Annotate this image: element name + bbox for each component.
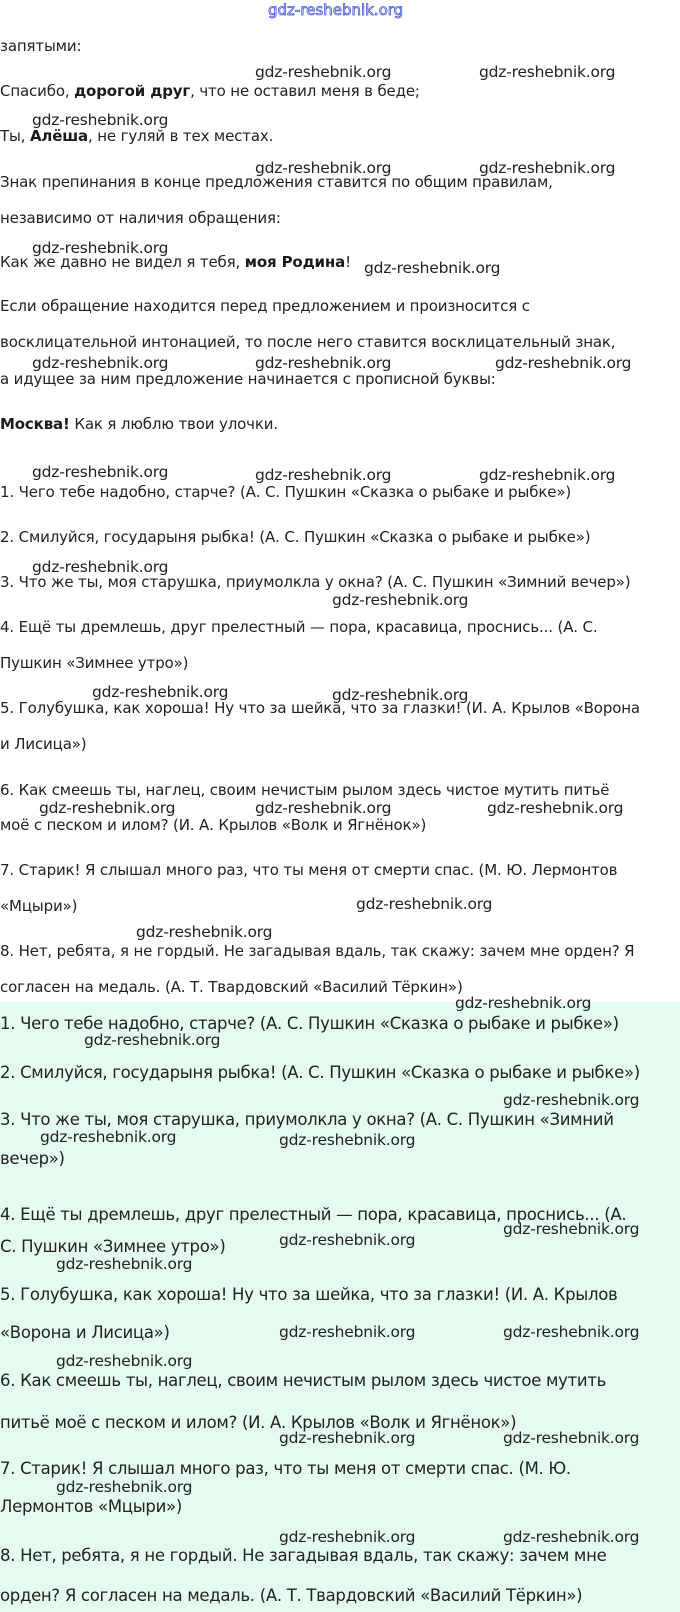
watermark: gdz-reshebnik.org (455, 994, 592, 1012)
task-sentence-8-line-2: согласен на медаль. (А. Т. Твардовский «Василий Тёркин») (0, 978, 463, 996)
task-sentence-5-line-2: и Лисица») (0, 735, 87, 753)
example-address-1 (0, 81, 420, 101)
task-sentence-5-line-1: 5. Голубушка, как хороша! Ну что за шейка, что за глазки! (И. А. Крылов «Ворона (0, 699, 640, 717)
example-text: ! (345, 253, 351, 271)
answer-sentence-8-line-1: 8. Нет, ребята, я не гордый. Не загадывая вдаль, так скажу: зачем мне (0, 1546, 607, 1565)
watermark: gdz-reshebnik.org (32, 558, 169, 576)
watermark: gdz-reshebnik.org (332, 686, 469, 704)
task-sentence-6-line-2: моё с песком и илом? (И. А. Крылов «Волк и Ягнёнок») (0, 816, 427, 834)
answer-sentence-6-line-2: питьё моё с песком и илом? (И. А. Крылов «Волк и Ягнёнок») (0, 1413, 517, 1432)
watermark: gdz-reshebnik.org (84, 1031, 221, 1049)
watermark: gdz-reshebnik.org (503, 1220, 640, 1238)
example-address-bold: дорогой друг (74, 82, 191, 100)
watermark: gdz-reshebnik.org (32, 239, 169, 257)
answer-sentence-5-line-2: «Ворона и Лисица») (0, 1323, 170, 1342)
example-text: Спасибо, (0, 82, 75, 100)
rule-exclamation-line-2: восклицательной интонацией, то после него ставится восклицательный знак, (0, 333, 616, 351)
watermark: gdz-reshebnik.org (255, 159, 392, 177)
watermark: gdz-reshebnik.org (503, 1429, 640, 1447)
watermark: gdz-reshebnik.org (255, 799, 392, 817)
task-sentence-4-line-1: 4. Ещё ты дремлешь, друг прелестный — пора, красавица, проснись... (А. С. (0, 618, 598, 636)
watermark: gdz-reshebnik.org (503, 1528, 640, 1546)
example-address-bold: Москва! (0, 415, 70, 433)
watermark: gdz-reshebnik.org (56, 1352, 193, 1370)
rule-punctuation-line-1: Знак препинания в конце предложения ставится по общим правилам, (0, 173, 553, 191)
watermark: gdz-reshebnik.org (40, 1128, 177, 1146)
watermark: gdz-reshebnik.org (279, 1429, 416, 1447)
watermark: gdz-reshebnik.org (279, 1231, 416, 1249)
watermark: gdz-reshebnik.org (479, 63, 616, 81)
watermark: gdz-reshebnik.org (479, 159, 616, 177)
rule-exclamation-line-1: Если обращение находится перед предложением и произносится с (0, 297, 530, 315)
answer-sentence-8-line-2: орден? Я согласен на медаль. (А. Т. Твардовский «Василий Тёркин») (0, 1586, 583, 1605)
example-text: , не гуляй в тех местах. (88, 127, 274, 145)
example-text: Ты, (0, 127, 30, 145)
watermark: gdz-reshebnik.org (136, 923, 273, 941)
answer-sentence-2: 2. Смилуйся, государыня рыбка! (А. С. Пушкин «Сказка о рыбаке и рыбке») (0, 1063, 640, 1082)
task-sentence-1: 1. Чего тебе надобно, старче? (А. С. Пушкин «Сказка о рыбаке и рыбке») (0, 483, 572, 501)
watermark: gdz-reshebnik.org (32, 463, 169, 481)
answer-sentence-3-line-1: 3. Что же ты, моя старушка, приумолкла у окна? (А. С. Пушкин «Зимний (0, 1110, 614, 1129)
watermark: gdz-reshebnik.org (356, 895, 493, 913)
rule-exclamation-line-3: а идущее за ним предложение начинается с прописной буквы: (0, 370, 496, 388)
watermark: gdz-reshebnik.org (332, 591, 469, 609)
example-text: , что не оставил меня в беде; (190, 82, 420, 100)
watermark: gdz-reshebnik.org (56, 1478, 193, 1496)
watermark: gdz-reshebnik.org (32, 111, 169, 129)
watermark: gdz-reshebnik.org (56, 1255, 193, 1273)
watermark: gdz-reshebnik.org (39, 799, 176, 817)
task-sentence-4-line-2: Пушкин «Зимнее утро») (0, 654, 189, 672)
task-sentence-7-line-2: «Мцыри») (0, 897, 78, 915)
answer-sentence-4-line-2: С. Пушкин «Зимнее утро») (0, 1237, 226, 1256)
watermark: gdz-reshebnik.org (487, 799, 624, 817)
watermark: gdz-reshebnik.org (503, 1323, 640, 1341)
example-address-bold: Алёша (29, 127, 89, 145)
task-sentence-7-line-1: 7. Старик! Я слышал много раз, что ты меня от смерти спас. (М. Ю. Лермонтов (0, 861, 618, 879)
watermark: gdz-reshebnik.org (255, 466, 392, 484)
watermark: gdz-reshebnik.org (255, 354, 392, 372)
task-sentence-8-line-1: 8. Нет, ребята, я не гордый. Не загадывая вдаль, так скажу: зачем мне орден? Я (0, 942, 635, 960)
watermark: gdz-reshebnik.org (495, 354, 632, 372)
watermark: gdz-reshebnik.org (503, 1091, 640, 1109)
answer-sentence-3-line-2: вечер») (0, 1149, 65, 1168)
task-sentence-6-line-1: 6. Как смеешь ты, наглец, своим нечистым рылом здесь чистое мутить питьё (0, 781, 610, 799)
answer-sentence-6-line-1: 6. Как смеешь ты, наглец, своим нечистым рылом здесь чистое мутить (0, 1371, 607, 1390)
example-address-2 (0, 126, 273, 146)
watermark: gdz-reshebnik.org (255, 63, 392, 81)
example-text: Как я люблю твои улочки. (69, 415, 278, 433)
task-sentence-3: 3. Что же ты, моя старушка, приумолкла у окна? (А. С. Пушкин «Зимний вечер») (0, 573, 631, 591)
watermark: gdz-reshebnik.org (92, 683, 229, 701)
rule-punctuation-line-2: независимо от наличия обращения: (0, 209, 281, 227)
watermark: gdz-reshebnik.org (479, 466, 616, 484)
watermark: gdz-reshebnik.org (364, 259, 501, 277)
watermark: gdz-reshebnik.org (32, 354, 169, 372)
answer-sentence-7-line-1: 7. Старик! Я слышал много раз, что ты меня от смерти спас. (М. Ю. (0, 1459, 571, 1478)
watermark: gdz-reshebnik.org (279, 1528, 416, 1546)
example-address-bold: моя Родина (244, 253, 346, 271)
task-sentence-2: 2. Смилуйся, государыня рыбка! (А. С. Пушкин «Сказка о рыбаке и рыбке») (0, 528, 591, 546)
answer-sentence-7-line-2: Лермонтов «Мцыри») (0, 1497, 182, 1516)
example-text: Как же давно не видел я тебя, (0, 253, 245, 271)
example-address-4 (0, 414, 278, 434)
site-watermark-header: gdz-reshebnik.org (268, 1, 404, 19)
answer-sentence-1: 1. Чего тебе надобно, старче? (А. С. Пушкин «Сказка о рыбаке и рыбке») (0, 1014, 619, 1033)
watermark: gdz-reshebnik.org (279, 1131, 416, 1149)
intro-tail: запятыми: (0, 37, 82, 55)
answer-sentence-5-line-1: 5. Голубушка, как хороша! Ну что за шейка, что за глазки! (И. А. Крылов (0, 1285, 618, 1304)
answer-sentence-4-line-1: 4. Ещё ты дремлешь, друг прелестный — пора, красавица, проснись... (А. (0, 1205, 627, 1224)
watermark: gdz-reshebnik.org (279, 1323, 416, 1341)
